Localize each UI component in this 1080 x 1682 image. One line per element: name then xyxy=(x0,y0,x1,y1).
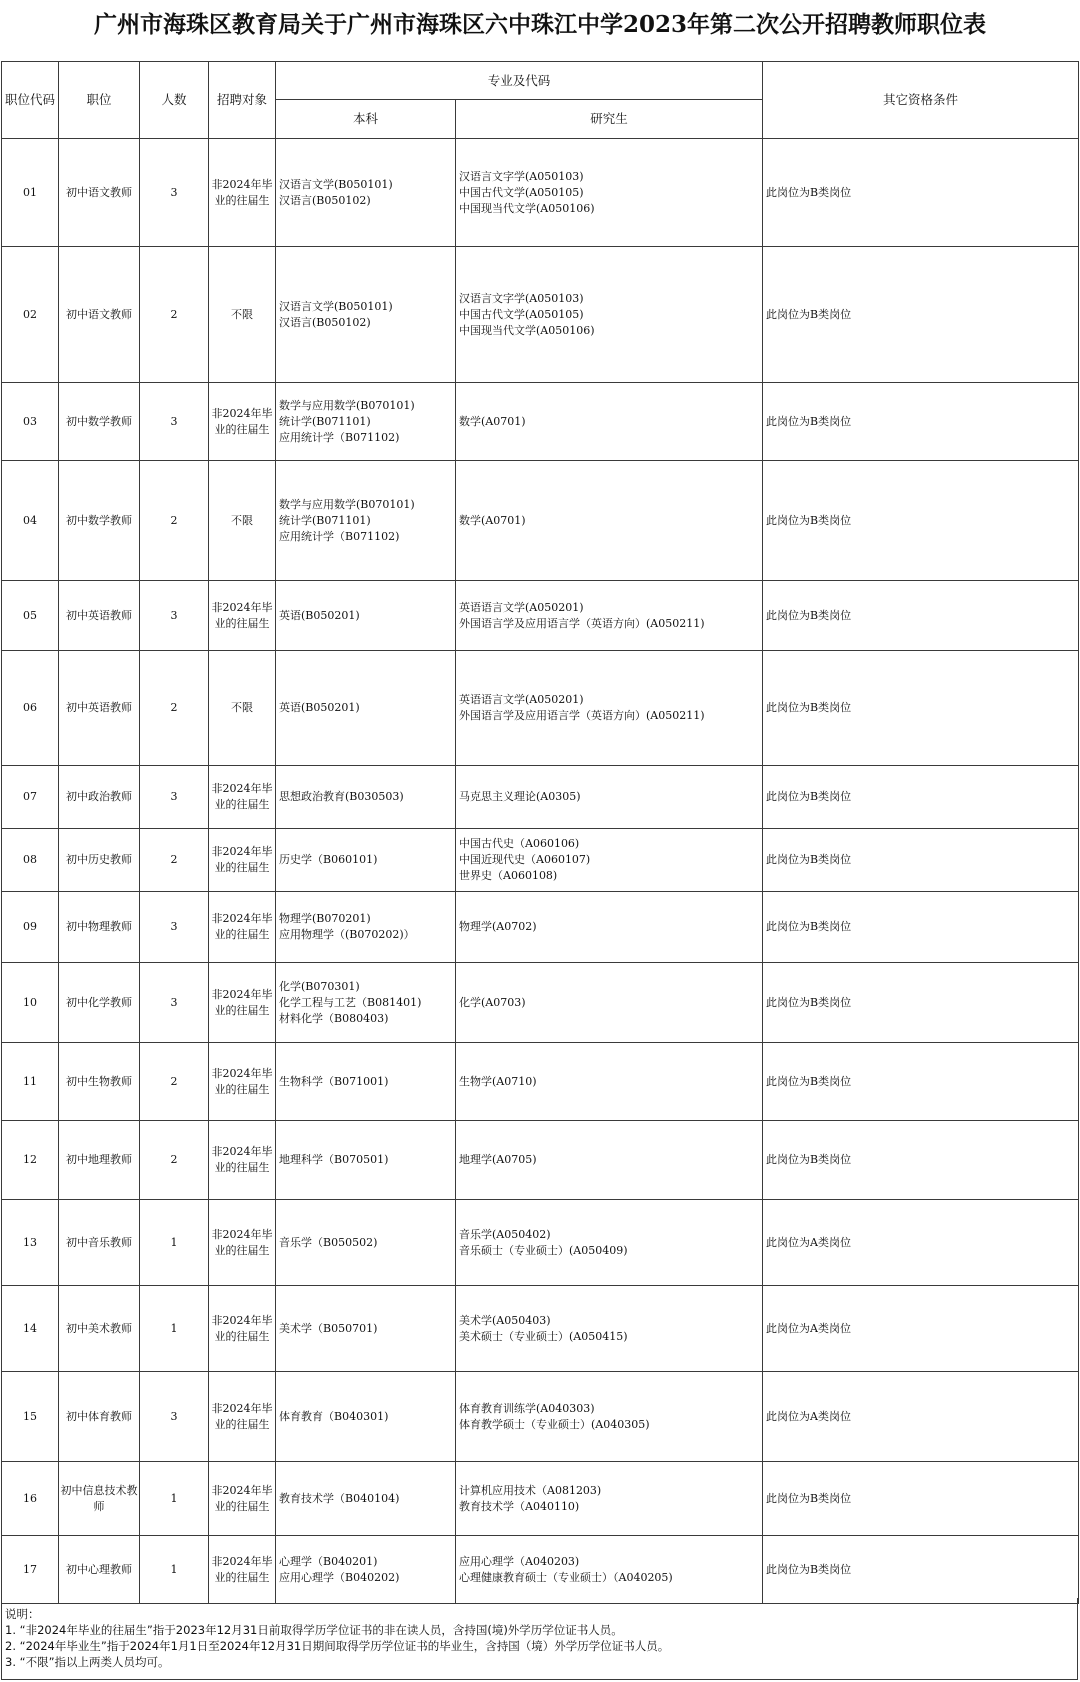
table-row xyxy=(2,892,1079,963)
note-line: 1. “非2024年毕业的往届生”指于2023年12月31日前取得学历学位证书的非在读人员，含持国(境)外学历学位证书人员。 xyxy=(5,1623,623,1637)
cell-code: 17 xyxy=(2,1536,59,1604)
cell-undergrad xyxy=(276,1121,456,1200)
graduate-major: 美术硕士（专业硕士）(A050415) xyxy=(459,1329,628,1343)
cell-code: 08 xyxy=(2,829,59,892)
undergrad-major: 数学与应用数学(B070101) xyxy=(279,398,415,412)
table-row xyxy=(2,1372,1079,1462)
cell-code: 02 xyxy=(2,247,59,383)
undergrad-major: 应用统计学（B071102) xyxy=(279,529,400,543)
graduate-major: 数学(A0701) xyxy=(459,513,526,527)
cell-code: 11 xyxy=(2,1043,59,1121)
graduate-major: 外国语言学及应用语言学（英语方向）(A050211) xyxy=(459,709,705,722)
cell-undergrad xyxy=(276,1200,456,1286)
cell-target xyxy=(209,1286,276,1372)
graduate-major: 中国现当代文学(A050106) xyxy=(459,323,595,337)
cell-position: 初中英语教师 xyxy=(59,581,140,651)
cell-other: 此岗位为B类岗位 xyxy=(763,1462,1079,1536)
undergrad-major: 体育教育（B040301) xyxy=(279,1409,389,1423)
table-row xyxy=(2,383,1079,461)
cell-undergrad xyxy=(276,461,456,581)
target-text: 非2024年毕业的往届生 xyxy=(211,845,273,874)
cell-code: 12 xyxy=(2,1121,59,1200)
graduate-major: 化学(A0703) xyxy=(459,995,526,1009)
cell-code: 15 xyxy=(2,1372,59,1462)
undergrad-major: 教育技术学（B040104) xyxy=(279,1491,400,1505)
cell-target xyxy=(209,963,276,1043)
cell-position: 初中化学教师 xyxy=(59,963,140,1043)
notes xyxy=(1,1598,1078,1680)
cell-count: 3 xyxy=(140,963,209,1043)
header-target: 招聘对象 xyxy=(209,62,276,139)
graduate-major: 中国古代文学(A050105) xyxy=(459,307,584,321)
undergrad-major: 统计学(B071101) xyxy=(279,414,371,428)
cell-count: 3 xyxy=(140,581,209,651)
graduate-major: 马克思主义理论(A0305) xyxy=(459,790,581,803)
header-count: 人数 xyxy=(140,62,209,139)
cell-count: 3 xyxy=(140,766,209,829)
table-row xyxy=(2,581,1079,651)
cell-target xyxy=(209,139,276,247)
table-row xyxy=(2,1043,1079,1121)
cell-other: 此岗位为B类岗位 xyxy=(763,581,1079,651)
cell-count: 2 xyxy=(140,1121,209,1200)
graduate-major: 中国古代史（A060106) xyxy=(459,837,580,850)
cell-other: 此岗位为B类岗位 xyxy=(763,892,1079,963)
table-row xyxy=(2,139,1079,247)
cell-undergrad xyxy=(276,963,456,1043)
cell-undergrad xyxy=(276,651,456,766)
cell-target xyxy=(209,1536,276,1604)
cell-count: 3 xyxy=(140,383,209,461)
target-text: 非2024年毕业的往届生 xyxy=(211,177,273,207)
cell-graduate xyxy=(456,1200,763,1286)
target-text: 非2024年毕业的往届生 xyxy=(211,1313,273,1343)
graduate-major: 中国近现代史（A060107) xyxy=(459,853,591,866)
graduate-major: 英语语言文学(A050201) xyxy=(459,693,584,706)
cell-code: 09 xyxy=(2,892,59,963)
undergrad-major: 化学工程与工艺（B081401) xyxy=(279,995,422,1009)
target-text: 非2024年毕业的往届生 xyxy=(211,912,273,941)
cell-other: 此岗位为B类岗位 xyxy=(763,139,1079,247)
cell-other: 此岗位为A类岗位 xyxy=(763,1200,1079,1286)
cell-count: 3 xyxy=(140,892,209,963)
cell-code: 07 xyxy=(2,766,59,829)
cell-position: 初中历史教师 xyxy=(59,829,140,892)
target-text: 非2024年毕业的往届生 xyxy=(211,1401,273,1431)
cell-code: 04 xyxy=(2,461,59,581)
cell-undergrad xyxy=(276,766,456,829)
table-row xyxy=(2,766,1079,829)
table-row xyxy=(2,247,1079,383)
cell-graduate xyxy=(456,892,763,963)
table-row xyxy=(2,651,1079,766)
graduate-major: 音乐硕士（专业硕士）(A050409) xyxy=(459,1243,628,1257)
cell-other: 此岗位为B类岗位 xyxy=(763,1121,1079,1200)
header-major-group: 专业及代码 xyxy=(276,62,763,100)
graduate-major: 世界史（A060108) xyxy=(459,869,558,882)
cell-target xyxy=(209,892,276,963)
cell-count: 3 xyxy=(140,139,209,247)
target-text: 不限 xyxy=(231,513,253,527)
graduate-major: 中国古代文学(A050105) xyxy=(459,185,584,199)
graduate-major: 教育技术学（A040110) xyxy=(459,1499,580,1513)
cell-count: 2 xyxy=(140,247,209,383)
target-text: 非2024年毕业的往届生 xyxy=(211,406,273,436)
cell-other: 此岗位为B类岗位 xyxy=(763,1536,1079,1604)
header-position: 职位 xyxy=(59,62,140,139)
target-text: 不限 xyxy=(231,307,253,321)
graduate-major: 计算机应用技术（A081203) xyxy=(459,1483,602,1497)
cell-target xyxy=(209,581,276,651)
header-other: 其它资格条件 xyxy=(763,62,1079,139)
undergrad-major: 音乐学（B050502) xyxy=(279,1235,378,1249)
table-row xyxy=(2,1536,1079,1604)
undergrad-major: 应用统计学（B071102) xyxy=(279,430,400,444)
note-line: 3. “不限”指以上两类人员均可。 xyxy=(5,1655,170,1669)
graduate-major: 体育教学硕士（专业硕士）(A040305) xyxy=(459,1417,650,1431)
cell-code: 10 xyxy=(2,963,59,1043)
graduate-major: 生物学(A0710) xyxy=(459,1074,537,1088)
undergrad-major: 汉语言(B050102) xyxy=(279,315,371,329)
cell-graduate xyxy=(456,383,763,461)
cell-position: 初中语文教师 xyxy=(59,247,140,383)
graduate-major: 外国语言学及应用语言学（英语方向）(A050211) xyxy=(459,616,705,630)
target-text: 非2024年毕业的往届生 xyxy=(211,1066,273,1096)
cell-count: 2 xyxy=(140,1043,209,1121)
cell-target xyxy=(209,766,276,829)
header-graduate: 研究生 xyxy=(456,100,763,139)
undergrad-major: 地理科学（B070501) xyxy=(279,1153,389,1166)
cell-position: 初中体育教师 xyxy=(59,1372,140,1462)
cell-other: 此岗位为A类岗位 xyxy=(763,1286,1079,1372)
cell-target xyxy=(209,1200,276,1286)
cell-graduate xyxy=(456,1462,763,1536)
undergrad-major: 历史学（B060101) xyxy=(279,853,378,866)
cell-graduate xyxy=(456,247,763,383)
table-body xyxy=(2,139,1079,1604)
cell-position: 初中政治教师 xyxy=(59,766,140,829)
cell-code: 05 xyxy=(2,581,59,651)
cell-position: 初中物理教师 xyxy=(59,892,140,963)
cell-code: 13 xyxy=(2,1200,59,1286)
cell-code: 14 xyxy=(2,1286,59,1372)
cell-undergrad xyxy=(276,829,456,892)
table-row xyxy=(2,829,1079,892)
cell-position: 初中英语教师 xyxy=(59,651,140,766)
positions-table xyxy=(1,61,1079,1604)
header-code: 职位代码 xyxy=(2,62,59,139)
cell-other: 此岗位为B类岗位 xyxy=(763,461,1079,581)
target-text: 非2024年毕业的往届生 xyxy=(211,987,273,1017)
cell-target xyxy=(209,1043,276,1121)
cell-target xyxy=(209,247,276,383)
graduate-major: 心理健康教育硕士（专业硕士）（A040205) xyxy=(459,1570,673,1584)
undergrad-major: 美术学（B050701) xyxy=(279,1321,378,1335)
cell-other: 此岗位为B类岗位 xyxy=(763,766,1079,829)
cell-code: 01 xyxy=(2,139,59,247)
undergrad-major: 数学与应用数学(B070101) xyxy=(279,497,415,511)
cell-graduate xyxy=(456,1043,763,1121)
undergrad-major: 应用心理学（B040202) xyxy=(279,1570,400,1584)
cell-count: 3 xyxy=(140,1372,209,1462)
cell-other: 此岗位为B类岗位 xyxy=(763,247,1079,383)
notes-heading: 说明： xyxy=(5,1607,40,1621)
undergrad-major: 汉语言(B050102) xyxy=(279,193,371,207)
cell-graduate xyxy=(456,581,763,651)
table-row xyxy=(2,461,1079,581)
page-title: 广州市海珠区教育局关于广州市海珠区六中珠江中学2023年第二次公开招聘教师职位表 xyxy=(93,11,986,38)
cell-graduate xyxy=(456,651,763,766)
cell-other: 此岗位为A类岗位 xyxy=(763,1372,1079,1462)
table-row xyxy=(2,963,1079,1043)
note-line: 2. “2024年毕业生”指于2024年1月1日至2024年12月31日期间取得学历学位证书的毕业生，含持国（境）外学历学位证书人员。 xyxy=(5,1639,670,1653)
target-text: 非2024年毕业的往届生 xyxy=(211,1483,273,1513)
cell-graduate xyxy=(456,1121,763,1200)
graduate-major: 体育教育训练学(A040303) xyxy=(459,1401,595,1415)
cell-position: 初中生物教师 xyxy=(59,1043,140,1121)
graduate-major: 美术学(A050403) xyxy=(459,1313,551,1327)
cell-position: 初中地理教师 xyxy=(59,1121,140,1200)
cell-graduate xyxy=(456,963,763,1043)
undergrad-major: 生物科学（B071001) xyxy=(279,1074,389,1088)
target-text: 不限 xyxy=(231,701,253,714)
cell-undergrad xyxy=(276,1536,456,1604)
graduate-major: 音乐学(A050402) xyxy=(459,1227,551,1241)
cell-undergrad xyxy=(276,139,456,247)
undergrad-major: 英语(B050201) xyxy=(279,608,360,622)
undergrad-major: 英语(B050201) xyxy=(279,701,360,714)
undergrad-major: 汉语言文学(B050101) xyxy=(279,177,393,191)
cell-position: 初中信息技术教师 xyxy=(59,1462,140,1536)
cell-graduate xyxy=(456,829,763,892)
cell-count: 1 xyxy=(140,1462,209,1536)
graduate-major: 中国现当代文学(A050106) xyxy=(459,201,595,215)
cell-code: 03 xyxy=(2,383,59,461)
graduate-major: 英语语言文学(A050201) xyxy=(459,600,584,614)
cell-target xyxy=(209,383,276,461)
cell-count: 1 xyxy=(140,1200,209,1286)
graduate-major: 地理学(A0705) xyxy=(459,1153,537,1166)
cell-count: 1 xyxy=(140,1286,209,1372)
cell-position: 初中数学教师 xyxy=(59,383,140,461)
cell-target xyxy=(209,651,276,766)
cell-position: 初中语文教师 xyxy=(59,139,140,247)
undergrad-major: 统计学(B071101) xyxy=(279,513,371,527)
undergrad-major: 汉语言文学(B050101) xyxy=(279,299,393,313)
cell-count: 2 xyxy=(140,651,209,766)
cell-undergrad xyxy=(276,383,456,461)
undergrad-major: 应用物理学（(B070202)） xyxy=(279,928,415,941)
undergrad-major: 心理学（B040201) xyxy=(279,1554,378,1568)
graduate-major: 数学(A0701) xyxy=(459,414,526,428)
cell-code: 06 xyxy=(2,651,59,766)
target-text: 非2024年毕业的往届生 xyxy=(211,1145,273,1174)
cell-position: 初中数学教师 xyxy=(59,461,140,581)
table-row xyxy=(2,1121,1079,1200)
cell-position: 初中心理教师 xyxy=(59,1536,140,1604)
cell-target xyxy=(209,461,276,581)
cell-undergrad xyxy=(276,1043,456,1121)
target-text: 非2024年毕业的往届生 xyxy=(211,600,273,630)
undergrad-major: 化学(B070301) xyxy=(279,979,360,993)
graduate-major: 汉语言文字学(A050103) xyxy=(459,169,584,183)
graduate-major: 汉语言文字学(A050103) xyxy=(459,291,584,305)
cell-count: 1 xyxy=(140,1536,209,1604)
undergrad-major: 物理学(B070201) xyxy=(279,912,371,925)
cell-other: 此岗位为B类岗位 xyxy=(763,1043,1079,1121)
cell-undergrad xyxy=(276,581,456,651)
cell-undergrad xyxy=(276,1286,456,1372)
cell-graduate xyxy=(456,1286,763,1372)
cell-undergrad xyxy=(276,247,456,383)
graduate-major: 应用心理学（A040203) xyxy=(459,1554,580,1568)
undergrad-major: 材料化学（B080403) xyxy=(279,1011,389,1025)
table-row xyxy=(2,1200,1079,1286)
header-undergrad: 本科 xyxy=(276,100,456,139)
target-text: 非2024年毕业的往届生 xyxy=(211,1227,273,1257)
cell-other: 此岗位为B类岗位 xyxy=(763,651,1079,766)
cell-target xyxy=(209,829,276,892)
cell-undergrad xyxy=(276,1462,456,1536)
cell-other: 此岗位为B类岗位 xyxy=(763,383,1079,461)
cell-undergrad xyxy=(276,1372,456,1462)
cell-graduate xyxy=(456,1536,763,1604)
cell-count: 2 xyxy=(140,829,209,892)
table-row xyxy=(2,1462,1079,1536)
cell-graduate xyxy=(456,766,763,829)
cell-graduate xyxy=(456,139,763,247)
undergrad-major: 思想政治教育(B030503) xyxy=(279,790,404,803)
cell-code: 16 xyxy=(2,1462,59,1536)
cell-graduate xyxy=(456,461,763,581)
graduate-major: 物理学(A0702) xyxy=(459,920,537,933)
cell-graduate xyxy=(456,1372,763,1462)
cell-other: 此岗位为B类岗位 xyxy=(763,829,1079,892)
cell-undergrad xyxy=(276,892,456,963)
target-text: 非2024年毕业的往届生 xyxy=(211,1554,273,1584)
target-text: 非2024年毕业的往届生 xyxy=(211,782,273,811)
cell-target xyxy=(209,1462,276,1536)
cell-position: 初中美术教师 xyxy=(59,1286,140,1372)
cell-target xyxy=(209,1372,276,1462)
cell-count: 2 xyxy=(140,461,209,581)
table-row xyxy=(2,1286,1079,1372)
cell-target xyxy=(209,1121,276,1200)
cell-position: 初中音乐教师 xyxy=(59,1200,140,1286)
cell-other: 此岗位为B类岗位 xyxy=(763,963,1079,1043)
